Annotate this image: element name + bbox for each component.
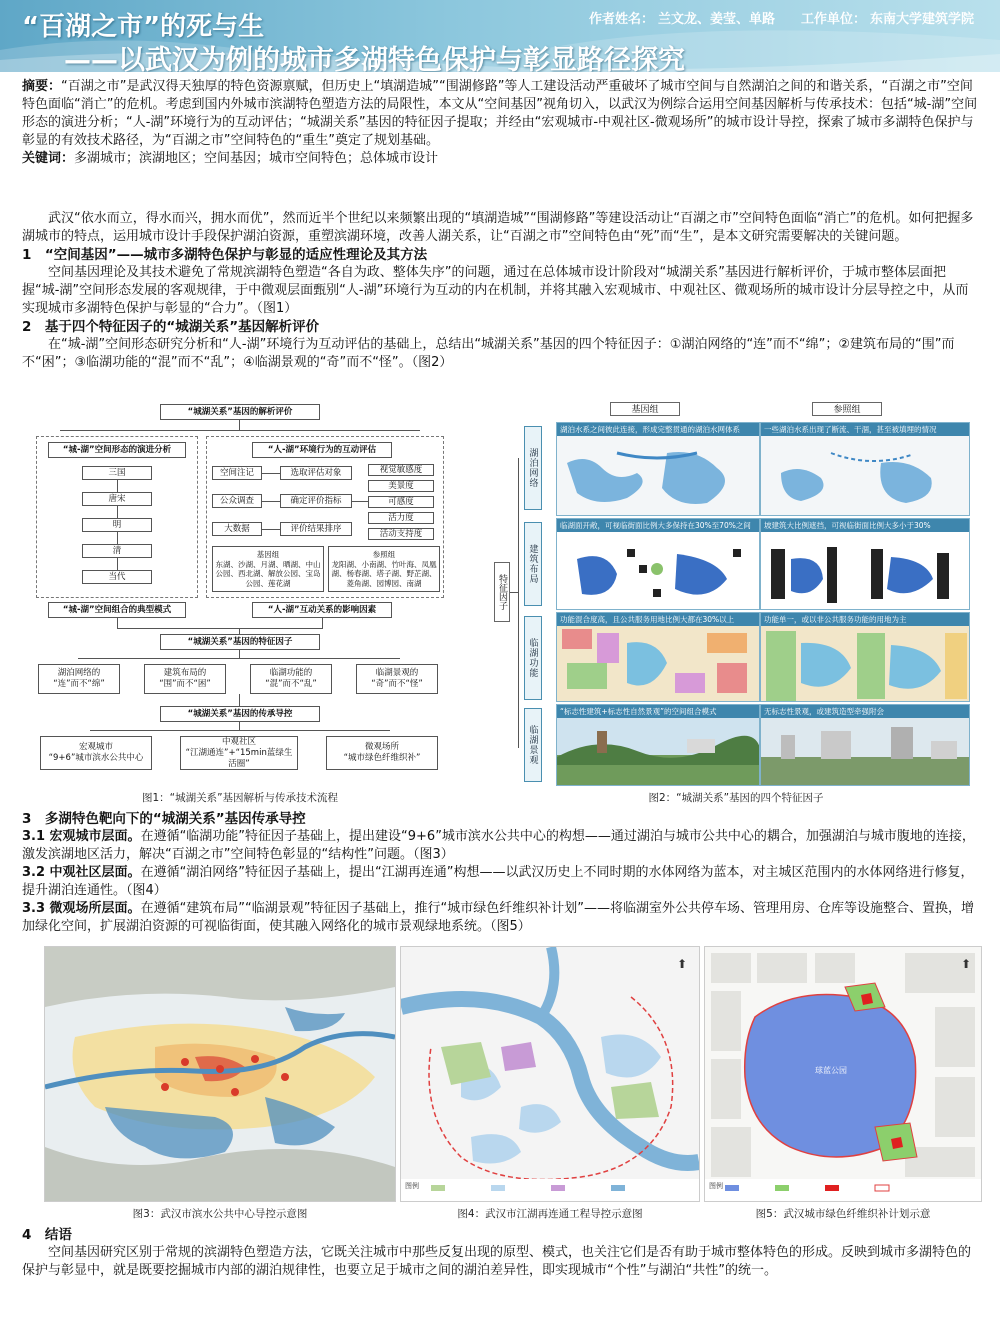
fig1-left-head: “城-湖”空间形态的演进分析: [48, 442, 186, 458]
fig1-factor-0: 湖泊网络的 “连”而不“绵”: [38, 664, 120, 694]
figure2-caption: 图2：“城湖关系”基因的四个特征因子: [648, 792, 824, 804]
figure5-map: [704, 946, 982, 1202]
affiliation-name: 东南大学建筑学院: [869, 12, 974, 27]
fig1-era-0: 三国: [82, 466, 152, 480]
fig2-row3-base: [556, 704, 760, 786]
fig2-row0-base-text: 湖泊水系之间彼此连接，形成完整贯通的湖泊水网体系: [557, 423, 759, 436]
fig2-row2-label: 临湖功能: [524, 616, 542, 700]
intro-paragraph: 武汉“依水而立，得水而兴，拥水而优”，然而近半个世纪以来频繁出现的“填湖造城”“围湖修路”等建设活动让“百湖之市”空间特色面临“消亡”的危机。如何把握多湖城市的特点，运用城市设计手段保护湖泊资源，重塑滨湖环境，改善人湖关系，让“百湖之市”空间特色由“死”而“生”，是本文研究需要解决的关键问题。: [22, 211, 974, 244]
section3-2-label: 3.2 中观社区层面。: [22, 865, 141, 880]
figure1-flowchart: [30, 402, 450, 784]
affiliation-label: 工作单位：: [800, 12, 866, 27]
fig3-map-image: [45, 947, 395, 1201]
fig5-legend-title: 图例: [709, 1182, 723, 1190]
fig5-lake-label: 球蓝公园: [815, 1066, 847, 1075]
fig4-north-arrow-icon: ⬆: [676, 957, 687, 971]
fig2-row0-ref: [760, 422, 970, 516]
fig2-row2-base-map: [557, 613, 760, 702]
section1-text: 空间基因理论及其技术避免了常规滨湖特色塑造“各自为政、整体失序”的问题，通过在总体城市设计阶段对“城湖关系”基因进行解析评价，于城市整体层面把握“城-湖”空间形态发展的客观规律，于中微观层面甄别“人-湖”环境行为互动的内在机制，并将其融入宏观城市、中观社区、微观场所的城市设计分层导控之中，从而实现城市多湖特色保护与彰显的“合力”。（图1）: [22, 265, 969, 316]
fig2-row2-base: [556, 612, 760, 702]
fig1-src-0: 空间注记: [212, 466, 262, 480]
fig2-row3-base-text: “标志性建筑+标志性自然景观”的空间组合模式: [557, 705, 759, 718]
section1-title: 1 “空间基因”——城市多湖特色保护与彰显的适应性理论及其方法: [22, 247, 428, 263]
fig4-legend-title: 图例: [405, 1182, 419, 1190]
fig2-row2-base-text: 功能混合度高，且公共服务用地比例大都在30%以上: [557, 613, 759, 626]
fig2-row1-ref: [760, 518, 970, 610]
fig1-control-2: 微观场所 “城市绿色纤维织补”: [326, 736, 438, 770]
fig1-ref-group: [328, 546, 440, 592]
fig1-step-2: 评价结果排序: [280, 522, 352, 536]
keywords-paragraph: [22, 150, 978, 168]
section3-3-text: 在遵循“建筑布局”“临湖景观”特征因子基础上，推行“城市绿色纤维织补计划”——将临湖室外公共停车场、管理用房、仓库等设施整合、置换，增加绿化空间，扩展湖泊资源的可视临街面，使其融入网络化的城市景观绿地系统。（图5）: [22, 901, 974, 934]
fig1-step-0: 选取评估对象: [280, 466, 352, 480]
fig1-top-box: “城湖关系”基因的解析评价: [160, 404, 320, 420]
fig1-metric-2: 可感度: [368, 496, 434, 508]
fig1-right-head: “人-湖”环境行为的互动评估: [252, 442, 392, 458]
fig1-left-result: “城-湖”空间组合的典型模式: [48, 602, 186, 618]
fig1-control-0: 宏观城市 “9+6”城市滨水公共中心: [40, 736, 152, 770]
poster-header: [0, 0, 1000, 72]
fig1-control-head: “城湖关系”基因的传承导控: [160, 706, 320, 722]
fig2-row0-label: 湖泊网络: [524, 426, 542, 510]
fig1-ref-group-list: 龙阳湖、小南湖、竹叶海、凤凰湖、杨春湖、塔子湖、野芷湖、菱角湖、园博园、南湖: [331, 559, 437, 588]
section3-1: [22, 828, 978, 864]
figure3-caption: 图3：武汉市滨水公共中心导控示意图: [132, 1208, 308, 1220]
fig1-era-1: 唐宋: [82, 492, 152, 506]
section4-text: 空间基因研究区别于常规的滨湖特色塑造方法，它既关注城市中那些反复出现的原型、模式，也关注它们是否有助于城市整体特色的形成。反映到城市多湖特色的保护与彰显中，就是既要挖掘城市内部的湖泊规律性，也要立足于城市之间的湖泊差异性，即实现城市“个性”与湖泊“共性”的统一。: [22, 1245, 972, 1278]
keywords-text: 多湖城市；滨湖地区；空间基因；城市空间特色；总体城市设计: [74, 151, 439, 166]
fig1-src-1: 公众调查: [212, 494, 262, 508]
figure2-grid: [494, 402, 978, 786]
section3-3-label: 3.3 微观场所层面。: [22, 901, 141, 916]
fig1-factor-3: 临湖景观的 “奇”而不“怪”: [356, 664, 438, 694]
fig1-metric-4: 活动支持度: [368, 528, 434, 540]
fig1-base-group: [212, 546, 324, 592]
fig1-ref-group-title: 参照组: [372, 550, 396, 559]
fig2-row0-base: [556, 422, 760, 516]
section3-title: 3 多湖特色靶向下的“城湖关系”基因传承导控: [22, 811, 306, 827]
section3-1-text: 在遵循“临湖功能”特征因子基础上，提出建设“9+6”城市滨水公共中心的构想——通过湖泊与城市公共中心的耦合，加强湖泊与城市腹地的连接，激发滨湖地区活力，解决“百湖之市”空间特色彰显的“结构性”问题。（图3）: [22, 829, 975, 862]
fig2-row0-base-map: [557, 423, 760, 516]
fig2-row1-base-map: [557, 519, 760, 610]
fig2-row1-base-text: 临湖面开敞，可视临街面比例大多保持在30%至70%之间: [557, 519, 759, 532]
abstract-paragraph: [22, 78, 978, 150]
fig2-row3-ref: [760, 704, 970, 786]
fig2-row0-ref-map: [761, 423, 970, 516]
fig2-row0-ref-text: 一些湖泊水系出现了断流、干涸，甚至被填埋的情况: [761, 423, 969, 436]
authors-label: 作者姓名：: [588, 12, 654, 27]
fig2-row3-label: 临湖景观: [524, 708, 542, 782]
fig1-base-group-title: 基因组: [256, 550, 280, 559]
section2-text: 在“城-湖”空间形态研究分析和“人-湖”环境行为互动评估的基础上，总结出“城湖关系”基因的四个特征因子：①湖泊网络的“连”而不“绵”；②建筑布局的“围”而不“困”；③临湖功能的“混”而不“乱”；④临湖景观的“奇”而不“怪”。（图2）: [22, 337, 955, 370]
fig1-era-3: 清: [82, 544, 152, 558]
fig1-control-1: 中观社区 “江湖通连”+“15min蓝绿生活圈”: [180, 736, 298, 770]
fig1-right-result: “人-湖”互动关系的影响因素: [252, 602, 392, 618]
figure4-caption: 图4：武汉市江湖再连通工程导控示意图: [457, 1208, 643, 1220]
fig2-row1-base: [556, 518, 760, 610]
fig2-factor-label: 特征因子: [494, 562, 510, 622]
abstract-block: [22, 78, 978, 168]
fig2-row3-ref-text: 无标志性景观，或建筑造型牵强附会: [761, 705, 969, 718]
fig1-factor-2: 临湖功能的 “混”而不“乱”: [250, 664, 332, 694]
section4-title: 4 结语: [22, 1227, 72, 1243]
fig4-map-image: [401, 947, 699, 1201]
fig5-north-arrow-icon: ⬆: [960, 957, 971, 971]
section3-2: [22, 864, 978, 900]
abstract-label: 摘要：: [22, 79, 62, 94]
fig2-row2-ref-text: 功能单一，或以非公共服务功能的用地为主: [761, 613, 969, 626]
figure5-caption: 图5：武汉城市绿色纤维织补计划示意: [755, 1208, 931, 1220]
fig1-metric-0: 视觉敏感度: [368, 464, 434, 476]
section4-block: [22, 1226, 978, 1280]
fig1-src-2: 大数据: [212, 522, 262, 536]
fig2-row2-ref: [760, 612, 970, 702]
section3-3: [22, 900, 978, 936]
author-info: [585, 8, 974, 27]
fig2-ref-head: 参照组: [812, 402, 882, 416]
fig1-base-group-list: 东湖、沙湖、月湖、晒湖、中山公园、西北湖、解放公园、宝岛公园、莲花湖: [215, 559, 321, 588]
fig1-factor-1: 建筑布局的 “围”而不“困”: [144, 664, 226, 694]
fig2-row1-ref-map: [761, 519, 970, 610]
section3-1-label: 3.1 宏观城市层面。: [22, 829, 141, 844]
fig2-row2-ref-map: [761, 613, 970, 702]
fig1-era-2: 明: [82, 518, 152, 532]
abstract-text: “百湖之市”是武汉得天独厚的特色资源禀赋，但历史上“填湖造城”“围湖修路”等人工建设活动严重破坏了城市空间与自然湖泊之间的和谐关系，“百湖之市”空间特色面临“消亡”的危机。考虑到国内外城市滨湖特色塑造方法的局限性，本文从“空间基因”视角切入，以武汉为例综合运用空间基因解析与传承技术：包括“城-湖”空间形态的演进分析；“人-湖”环境行为的互动评估；“城湖关系”基因的特征因子提取；并经由“宏观城市-中观社区-微观场所”的城市设计导控，探索了城市多湖特色保护与彰显的有效技术路径，为“百湖之市”空间特色的“重生”奠定了规划基础。: [22, 79, 978, 148]
fig1-era-4: 当代: [82, 570, 152, 584]
poster-title-line1: “百湖之市”的死与生: [22, 12, 265, 42]
fig1-metric-1: 美景度: [368, 480, 434, 492]
fig1-metric-3: 活力度: [368, 512, 434, 524]
figure4-map: [400, 946, 700, 1202]
fig1-factor-head: “城湖关系”基因的特征因子: [160, 634, 320, 650]
poster-title-line2: ——以武汉为例的城市多湖特色保护与彰显路径探究: [64, 45, 685, 72]
fig2-row1-label: 建筑布局: [524, 522, 542, 606]
section3-2-text: 在遵循“湖泊网络”特征因子基础上，提出“江湖再连通”构想——以武汉历史上不同时期的水体网络为蓝本，对主城区范围内的水体网络进行修复，提升湖泊连通性。（图4）: [22, 865, 974, 898]
figure1-caption: 图1：“城湖关系”基因解析与传承技术流程: [141, 792, 339, 804]
section3-block: [22, 810, 978, 936]
fig2-row1-ref-text: 坡建筑大比例遮挡，可视临街面比例大多小于30%: [761, 519, 969, 532]
figure3-map: [44, 946, 396, 1202]
fig1-step-1: 确定评价指标: [280, 494, 352, 508]
fig2-base-head: 基因组: [610, 402, 680, 416]
keywords-label: 关键词：: [22, 151, 75, 166]
authors-names: 兰文龙、姜莹、单路: [657, 12, 775, 27]
section2-title: 2 基于四个特征因子的“城湖关系”基因解析评价: [22, 319, 320, 335]
body-top-block: [22, 210, 978, 372]
